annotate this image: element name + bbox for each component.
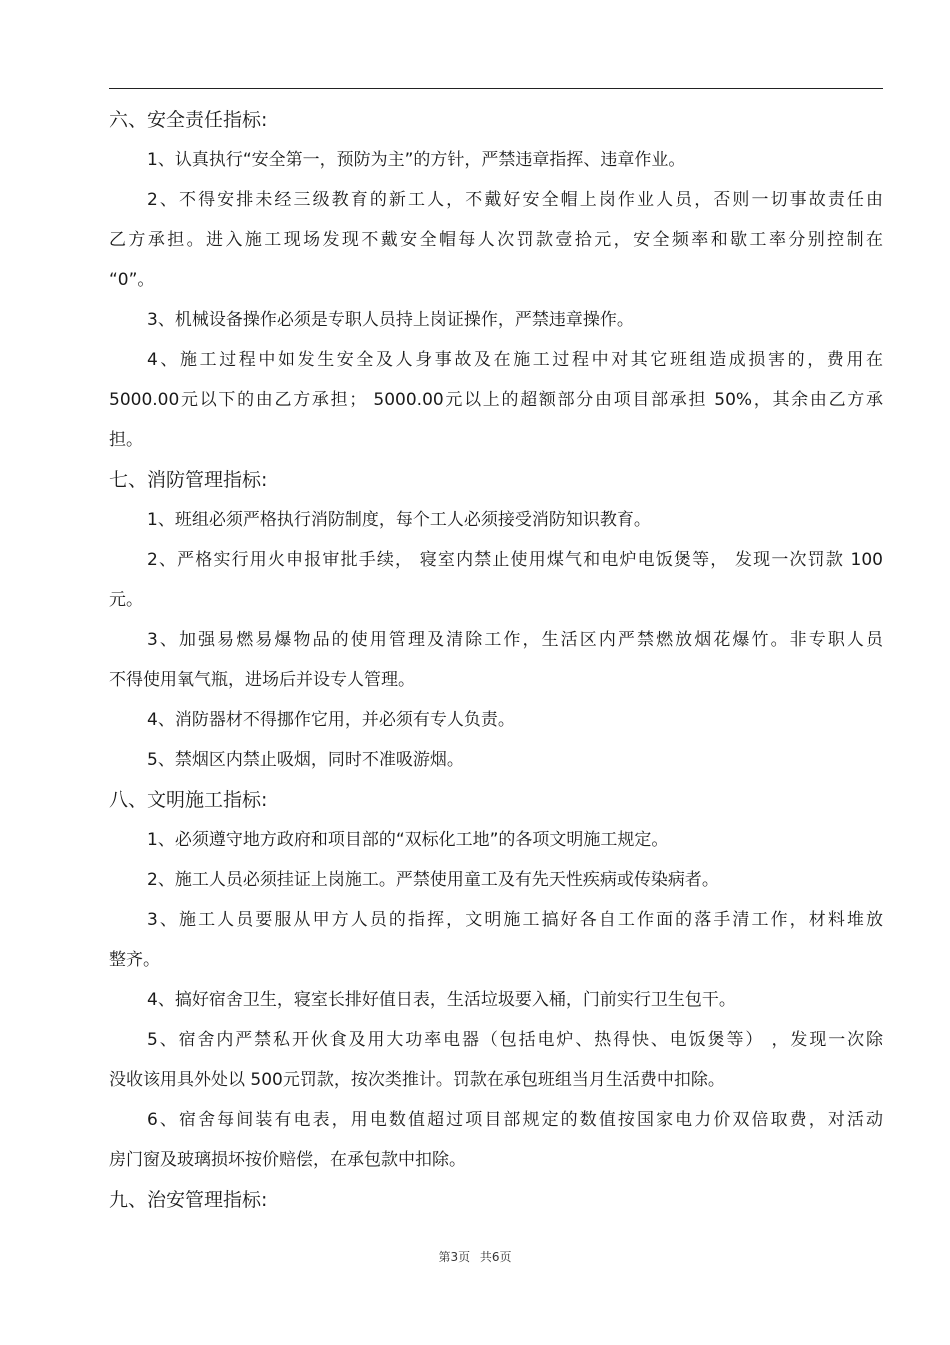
paragraph-continuation: 整齐。 <box>109 950 160 970</box>
paragraph-continuation: 乙方承担。进入施工现场发现不戴安全帽每人次罚款壹拾元，安全频率和歇工率分别控制在 <box>109 230 883 250</box>
paragraph-line: 3、施工人员要服从甲方人员的指挥，文明施工搞好各自工作面的落手清工作，材料堆放 <box>147 910 883 930</box>
section-heading: 六、安全责任指标: <box>109 109 268 131</box>
page-footer <box>0 1248 950 1265</box>
paragraph-continuation: 元。 <box>109 590 143 610</box>
paragraph-line: 3、机械设备操作必须是专职人员持上岗证操作，严禁违章操作。 <box>147 310 634 330</box>
paragraph-line: 2、不得安排未经三级教育的新工人，不戴好安全帽上岗作业人员，否则一切事故责任由 <box>147 190 883 210</box>
paragraph-line: 1、必须遵守地方政府和项目部的“双标化工地”的各项文明施工规定。 <box>147 830 669 850</box>
section-heading: 九、治安管理指标: <box>109 1189 268 1211</box>
paragraph-line: 4、消防器材不得挪作它用，并必须有专人负责。 <box>147 710 515 730</box>
paragraph-continuation: 担。 <box>109 430 143 450</box>
top-rule <box>109 88 883 89</box>
paragraph-line: 4、施工过程中如发生安全及人身事故及在施工过程中对其它班组造成损害的，费用在 <box>147 350 883 370</box>
paragraph-continuation: 房门窗及玻璃损坏按价赔偿，在承包款中扣除。 <box>109 1150 466 1170</box>
paragraph-line: 3、加强易燃易爆物品的使用管理及清除工作，生活区内严禁燃放烟花爆竹。非专职人员 <box>147 630 883 650</box>
paragraph-line: 6、宿舍每间装有电表，用电数值超过项目部规定的数值按国家电力价双倍取费，对活动 <box>147 1110 883 1130</box>
section-heading: 七、消防管理指标: <box>109 469 268 491</box>
paragraph-continuation: 5000.00元以下的由乙方承担； 5000.00元以上的超额部分由项目部承担 50%，其余由乙方承 <box>109 390 883 410</box>
paragraph-line: 1、班组必须严格执行消防制度，每个工人必须接受消防知识教育。 <box>147 510 651 530</box>
paragraph-line: 1、认真执行“安全第一，预防为主”的方针，严禁违章指挥、违章作业。 <box>147 150 686 170</box>
paragraph-continuation: “0”。 <box>109 270 155 290</box>
paragraph-line: 2、施工人员必须挂证上岗施工。严禁使用童工及有先天性疾病或传染病者。 <box>147 870 719 890</box>
paragraph-line: 5、禁烟区内禁止吸烟，同时不准吸游烟。 <box>147 750 464 770</box>
page-number: 第3页 <box>438 1250 471 1264</box>
paragraph-line: 2、严格实行用火申报审批手续， 寝室内禁止使用煤气和电炉电饭煲等， 发现一次罚款 100 <box>147 550 883 570</box>
section-heading: 八、文明施工指标: <box>109 789 268 811</box>
page-total: 共6页 <box>479 1250 512 1264</box>
paragraph-line: 4、搞好宿舍卫生，寝室长排好值日表，生活垃圾要入桶，门前实行卫生包干。 <box>147 990 736 1010</box>
paragraph-continuation: 没收该用具外处以 500元罚款，按次类推计。罚款在承包班组当月生活费中扣除。 <box>109 1070 725 1090</box>
document-body <box>109 100 883 1220</box>
paragraph-continuation: 不得使用氧气瓶，进场后并设专人管理。 <box>109 670 415 690</box>
paragraph-line: 5、宿舍内严禁私开伙食及用大功率电器（包括电炉、热得快、电饭煲等） ，发现一次除 <box>147 1030 883 1050</box>
